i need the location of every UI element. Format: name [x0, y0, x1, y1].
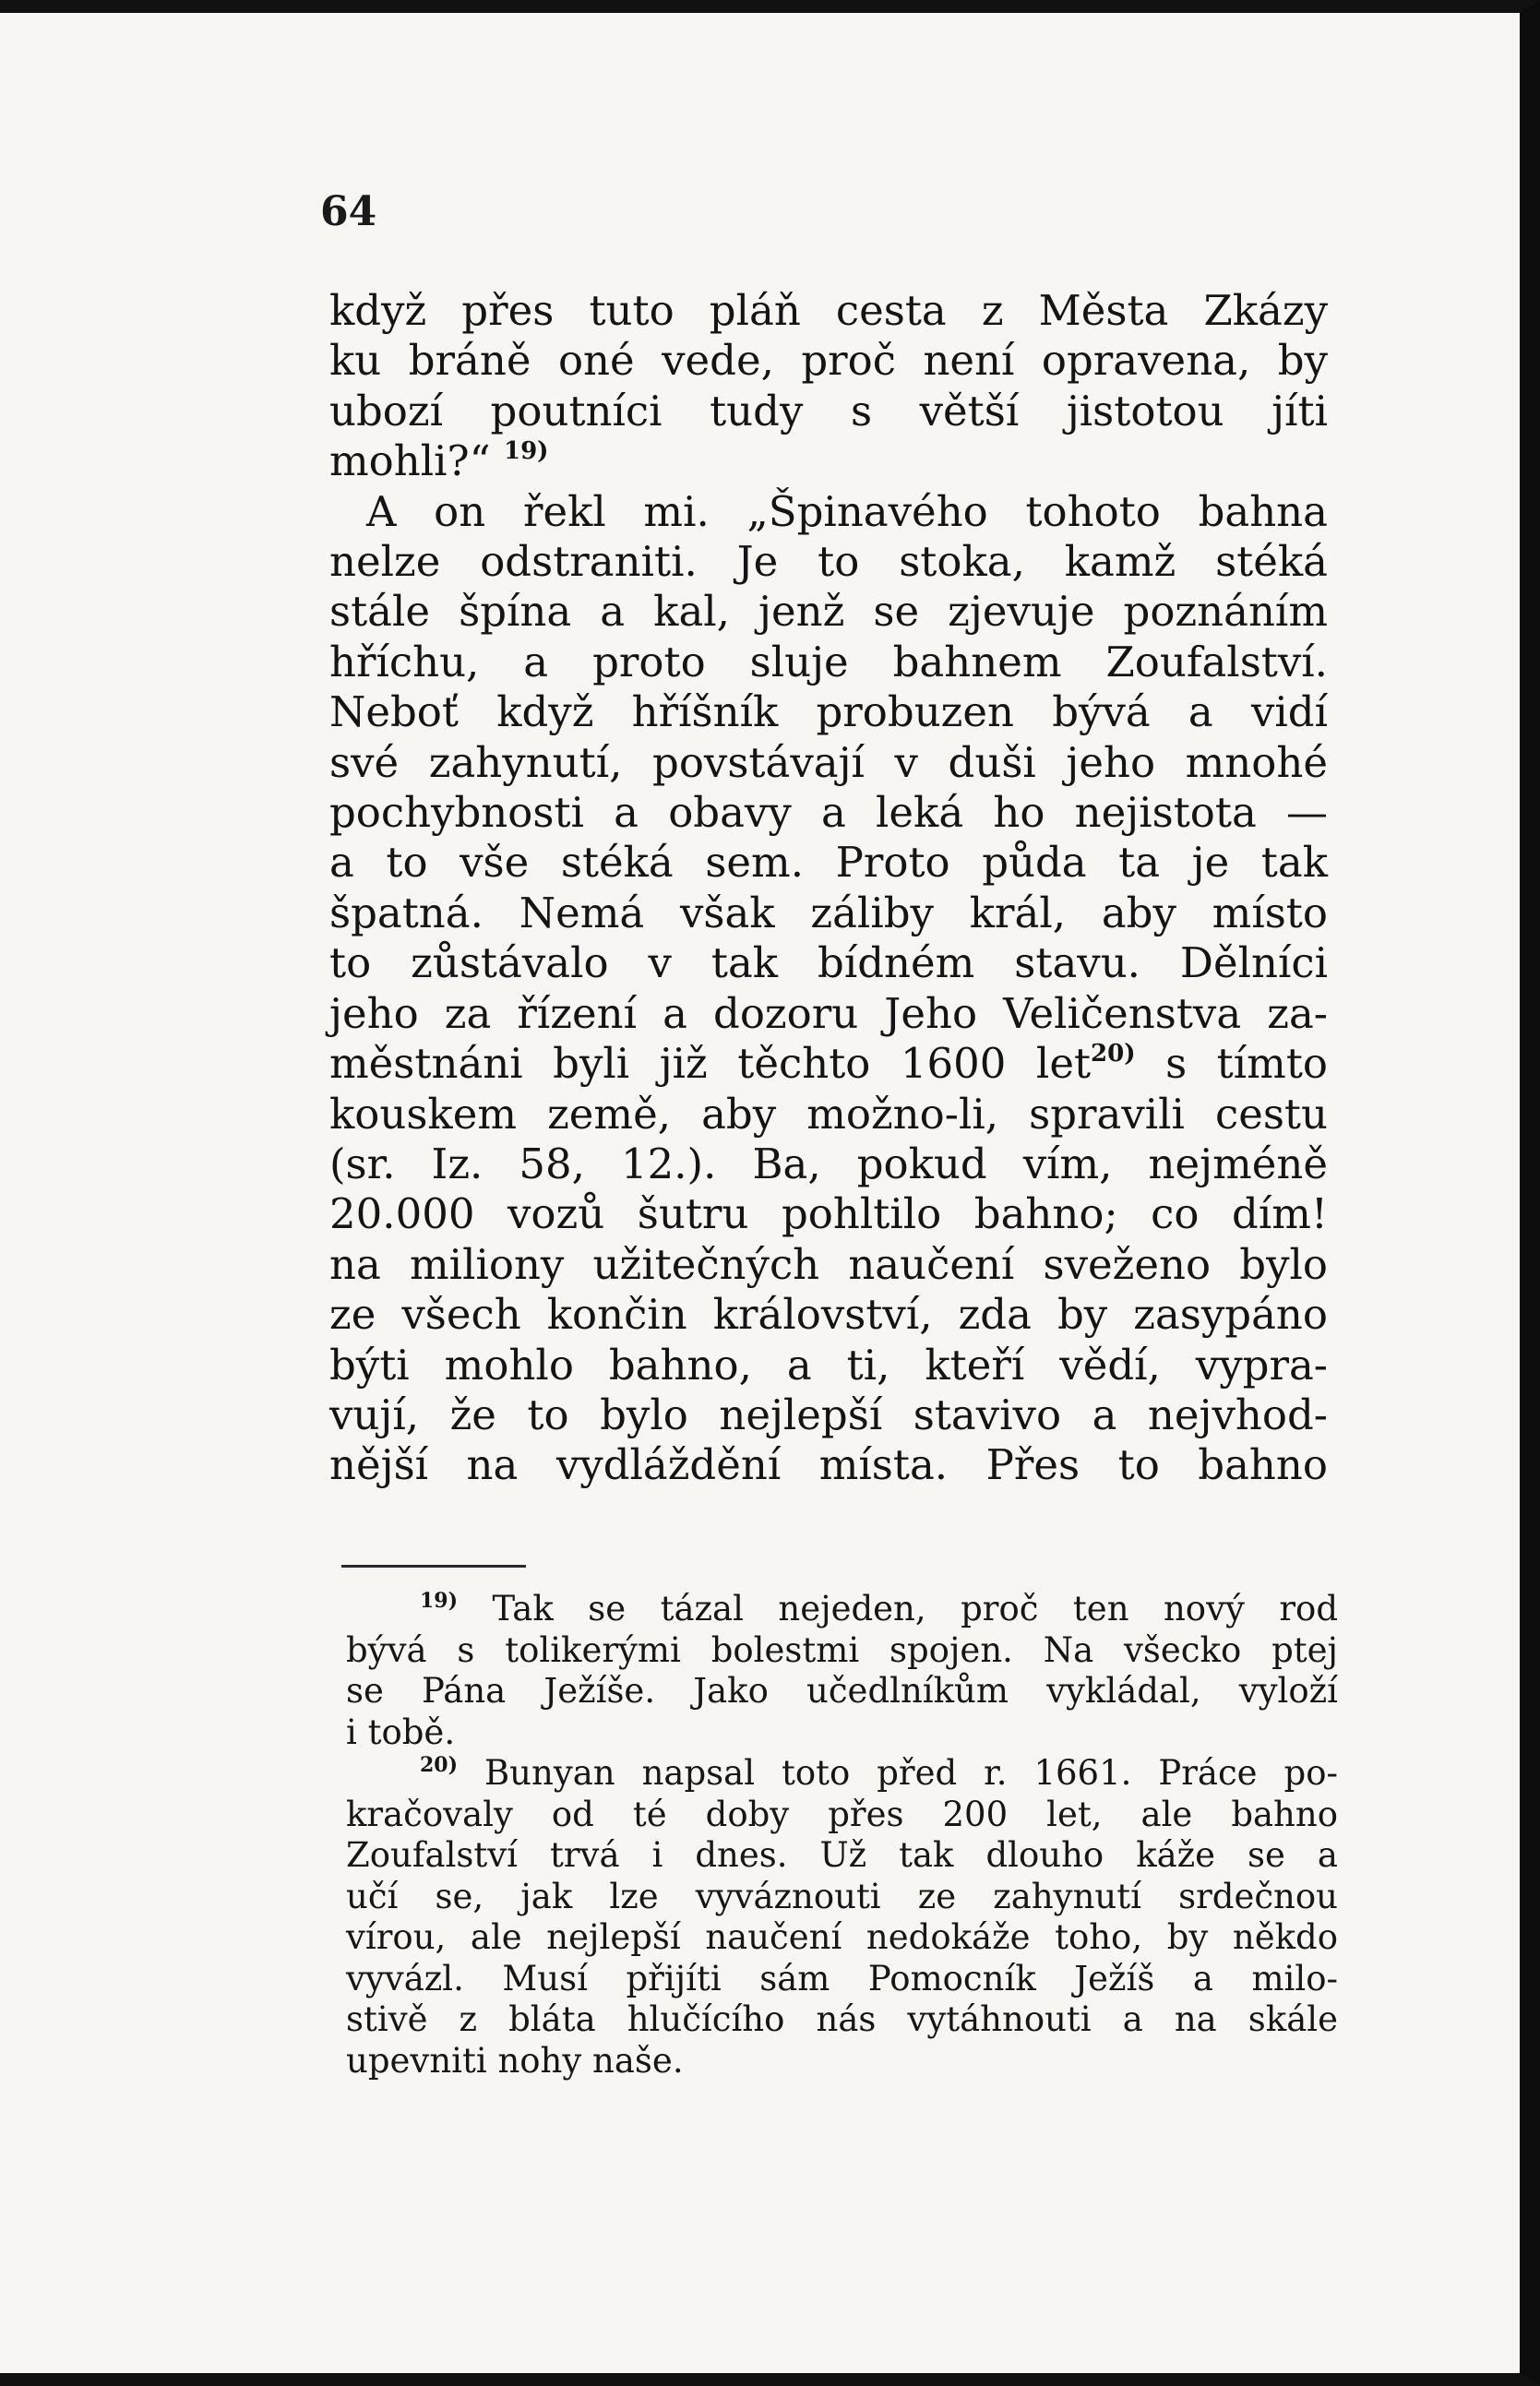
body-line: pochybnosti a obavy a leká ho nejistota —: [329, 788, 1328, 838]
body-line: ze všech končin království, zda by zasypáno: [329, 1290, 1328, 1340]
body-line: nější na vydláždění místa. Přes to bahno: [329, 1440, 1328, 1490]
body-line: když přes tuto pláň cesta z Města Zkázy: [329, 286, 1328, 335]
body-line: a to vše stéká sem. Proto půda ta je tak: [329, 838, 1328, 888]
body-line-text: mohli?“: [329, 436, 491, 486]
footnote-ref-20: 20): [1091, 1040, 1136, 1068]
body-line: hříchu, a proto sluje bahnem Zoufalství.: [329, 637, 1328, 686]
footnote-19-line: [346, 1589, 1338, 1630]
body-line-text: městnáni byli již těchto 1600 let: [329, 1039, 1092, 1089]
footnote-20-line: vyvázl. Musí přijíti sám Pomocník Ježíš a milo-: [346, 1958, 1338, 1998]
body-line: [329, 1039, 1328, 1089]
body-line-text: s tímto: [1165, 1039, 1328, 1089]
body-line: vují, že to bylo nejlepší stavivo a nejvhod-: [329, 1390, 1328, 1439]
footnote-19-mark: 19): [420, 1589, 459, 1613]
body-line: ku bráně oné vede, proč není opravena, by: [329, 336, 1328, 386]
footnote-19-line: i tobě.: [346, 1712, 456, 1752]
body-line: špatná. Nemá však záliby král, aby místo: [329, 888, 1328, 937]
footnote-20-line: upevniti nohy naše.: [346, 2040, 684, 2081]
page-number: 64: [320, 188, 377, 235]
body-line: to zůstávalo v tak bídném stavu. Dělníci: [329, 938, 1328, 988]
body-line: stále špína a kal, jenž se zjevuje poznáním: [329, 587, 1328, 637]
body-line: kouskem země, aby možno-li, spravili cestu: [329, 1089, 1328, 1139]
footnote-20-line: stivě z bláta hlučícího nás vytáhnouti a na skále: [346, 1999, 1338, 2039]
footnote-divider: [341, 1565, 526, 1568]
body-line: (sr. Iz. 58, 12.). Ba, pokud vím, nejméně: [329, 1139, 1328, 1188]
body-line: 20.000 vozů šutru pohltilo bahno; co dím!: [329, 1189, 1328, 1239]
footnote-ref-19: 19): [503, 437, 549, 466]
book-page: [0, 13, 1520, 2373]
footnote-20-text: Bunyan napsal toto před r. 1661. Práce po-: [483, 1753, 1338, 1793]
footnote-20-line: učí se, jak lze vyváznouti ze zahynutí srdečnou: [346, 1876, 1338, 1916]
footnote-19-line: bývá s tolikerými bolestmi spojen. Na všecko ptej: [346, 1629, 1338, 1670]
footnotes: [346, 1589, 1338, 2082]
footnote-20-line: [346, 1753, 1338, 1795]
footnote-20-line: vírou, ale nejlepší naučení nedokáže toho, by někdo: [346, 1917, 1338, 1957]
body-line: jeho za řízení a dozoru Jeho Veličenstva za-: [329, 988, 1328, 1038]
body-line: býti mohlo bahno, a ti, kteří vědí, vypra-: [329, 1340, 1328, 1390]
body-line: své zahynutí, povstávají v duši jeho mnohé: [329, 737, 1328, 787]
footnote-20-line: kračovaly od té doby přes 200 let, ale bahno: [346, 1794, 1338, 1834]
body-line: nelze odstraniti. Je to stoka, kamž stéká: [329, 537, 1328, 587]
footnote-19-line: se Pána Ježíše. Jako učedlníkům vykládal, vyloží: [346, 1671, 1338, 1711]
footnote-19-text: Tak se tázal nejeden, proč ten nový rod: [492, 1589, 1338, 1628]
footnote-20-mark: 20): [420, 1753, 459, 1777]
body-line: [329, 436, 1328, 486]
body-text: [329, 286, 1328, 1491]
body-line: Neboť když hříšník probuzen bývá a vidí: [329, 687, 1328, 737]
footnote-20-line: Zoufalství trvá i dnes. Už tak dlouho káže se a: [346, 1835, 1338, 1875]
body-line: A on řekl mi. „Špinavého tohoto bahna: [366, 486, 1328, 536]
body-line: ubozí poutníci tudy s větší jistotou jíti: [329, 386, 1328, 435]
body-line: na miliony užitečných naučení sveženo bylo: [329, 1239, 1328, 1289]
